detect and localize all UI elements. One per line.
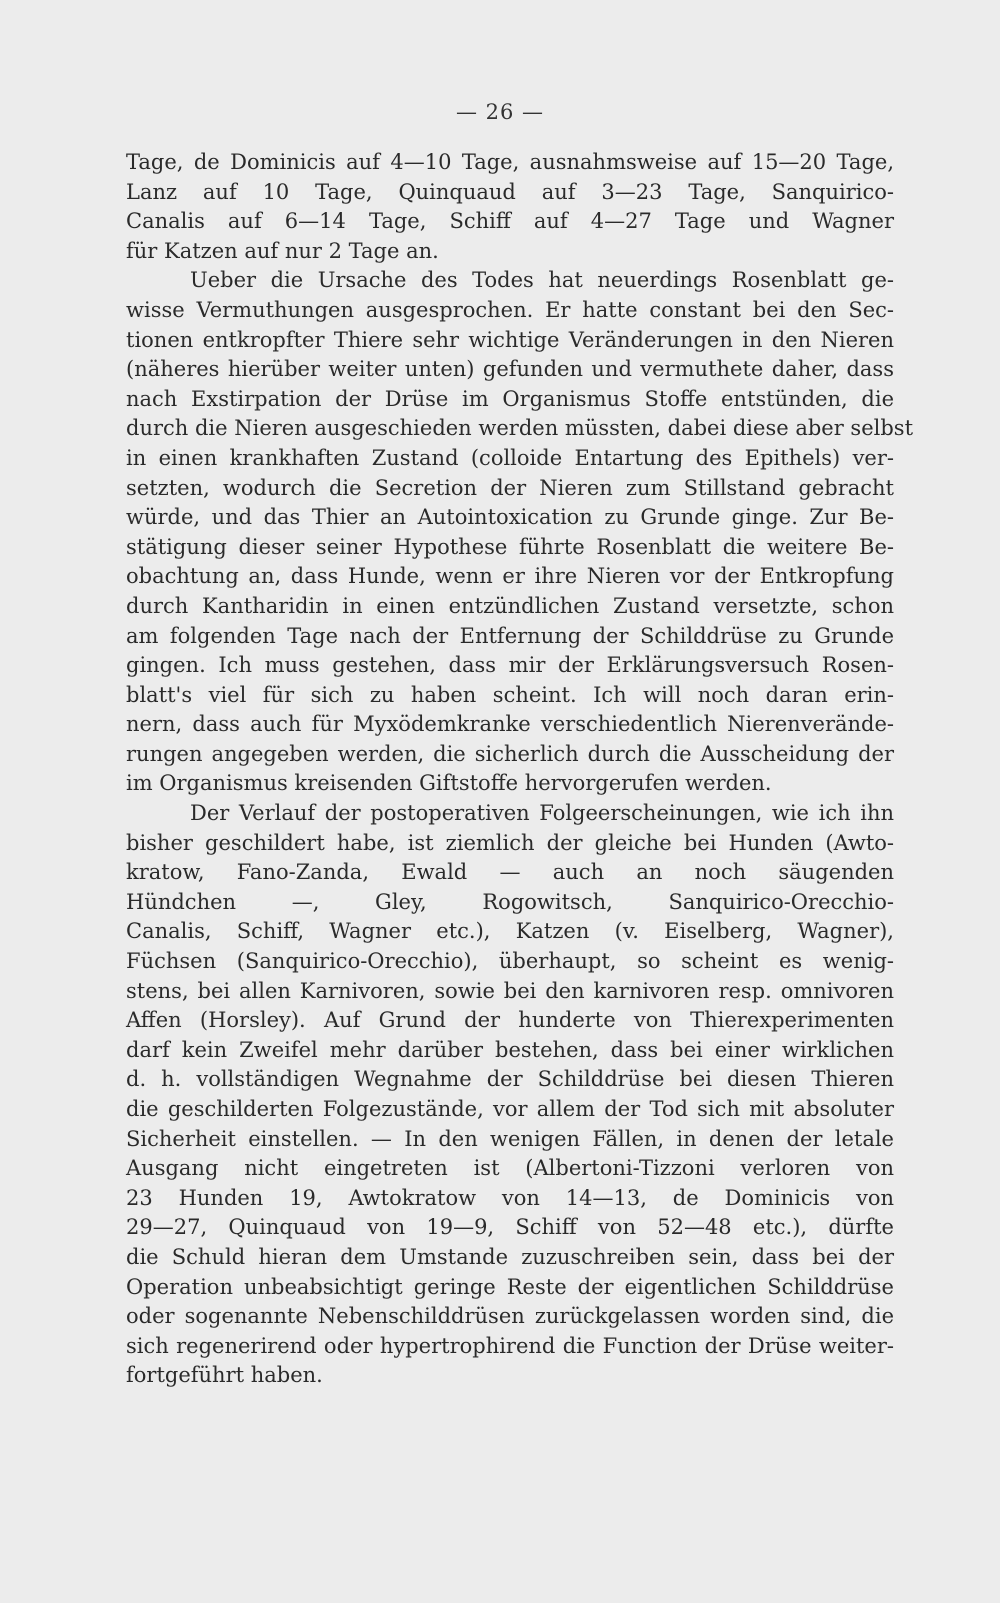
text-line: rungen angegeben werden, die sicherlich durch die Ausscheidung der (126, 741, 894, 766)
text-line: die Schuld hieran dem Umstande zuzuschreiben sein, dass bei der (126, 1244, 894, 1269)
text-line: Sicherheit einstellen. — In den wenigen Fällen, in denen der letale (126, 1126, 894, 1151)
body-text (126, 148, 914, 1391)
text-line: Canalis, Schiff, Wagner etc.), Katzen (v. Eiselberg, Wagner), (126, 919, 894, 944)
text-line: Hündchen —, Gley, Rogowitsch, Sanquirico-Orecchio- (126, 889, 894, 914)
text-line: oder sogenannte Nebenschilddrüsen zurückgelassen worden sind, die (126, 1304, 894, 1329)
text-line: Lanz auf 10 Tage, Quinquaud auf 3—23 Tage, Sanquirico- (126, 179, 894, 204)
text-line: 29—27, Quinquaud von 19—9, Schiff von 52—48 etc.), dürfte (126, 1215, 894, 1240)
text-line: d. h. vollständigen Wegnahme der Schilddrüse bei diesen Thieren (126, 1067, 894, 1092)
text-line: am folgenden Tage nach der Entfernung der Schilddrüse zu Grunde (126, 623, 894, 648)
text-line: Ueber die Ursache des Todes hat neuerdings Rosenblatt ge- (190, 268, 894, 293)
text-line: tionen entkropfter Thiere sehr wichtige Veränderungen in den Nieren (126, 327, 894, 352)
text-line: stätigung dieser seiner Hypothese führte Rosenblatt die weitere Be- (126, 534, 894, 559)
text-line: setzten, wodurch die Secretion der Nieren zum Stillstand gebracht (126, 475, 894, 500)
text-line: wisse Vermuthungen ausgesprochen. Er hatte constant bei den Sec- (126, 297, 894, 322)
text-line: für Katzen auf nur 2 Tage an. (126, 238, 439, 263)
text-line: Füchsen (Sanquirico-Orecchio), überhaupt, so scheint es wenig- (126, 949, 894, 974)
text-line: durch die Nieren ausgeschieden werden müssten, dabei diese aber selbst (126, 416, 914, 441)
text-line: in einen krankhaften Zustand (colloide Entartung des Epithels) ver- (126, 445, 894, 470)
text-line: bisher geschildert habe, ist ziemlich der gleiche bei Hunden (Awto- (126, 830, 894, 855)
text-line: kratow, Fano-Zanda, Ewald — auch an noch säugenden (126, 860, 894, 885)
text-line: 23 Hunden 19, Awtokratow von 14—13, de Dominicis von (126, 1185, 894, 1210)
text-line: Ausgang nicht eingetreten ist (Albertoni-Tizzoni verloren von (126, 1156, 894, 1181)
text-line: (näheres hierüber weiter unten) gefunden und vermuthete daher, dass (126, 357, 894, 382)
text-line: darf kein Zweifel mehr darüber bestehen, dass bei einer wirklichen (126, 1037, 894, 1062)
text-line: Tage, de Dominicis auf 4—10 Tage, ausnahmsweise auf 15—20 Tage, (126, 150, 894, 174)
text-line: fortgeführt haben. (126, 1363, 323, 1388)
text-line: gingen. Ich muss gestehen, dass mir der Erklärungsversuch Rosen- (126, 653, 894, 678)
text-line: Der Verlauf der postoperativen Folgeerscheinungen, wie ich ihn (190, 801, 894, 826)
text-line: Operation unbeabsichtigt geringe Reste der eigentlichen Schilddrüse (126, 1274, 894, 1299)
text-line: würde, und das Thier an Autointoxication zu Grunde ginge. Zur Be- (126, 505, 894, 530)
text-line: im Organismus kreisenden Giftstoffe hervorgerufen werden. (126, 771, 772, 796)
text-line: Affen (Horsley). Auf Grund der hunderte von Thierexperimenten (126, 1008, 894, 1033)
text-line: Canalis auf 6—14 Tage, Schiff auf 4—27 Tage und Wagner (126, 209, 894, 234)
text-line: die geschilderten Folgezustände, vor allem der Tod sich mit absoluter (126, 1097, 894, 1121)
text-line: durch Kantharidin in einen entzündlichen Zustand versetzte, schon (126, 593, 894, 618)
text-line: nern, dass auch für Myxödemkranke verschiedentlich Nierenverände- (126, 712, 894, 737)
text-line: sich regenerirend oder hypertrophirend die Function der Drüse weiter- (126, 1333, 894, 1358)
text-line: nach Exstirpation der Drüse im Organismus Stoffe entstünden, die (126, 386, 894, 411)
page-number: — 26 — (455, 100, 545, 124)
text-line: stens, bei allen Karnivoren, sowie bei den karnivoren resp. omnivoren (126, 978, 894, 1003)
text-line: blatt's viel für sich zu haben scheint. Ich will noch daran erin- (126, 682, 894, 707)
text-line: obachtung an, dass Hunde, wenn er ihre Nieren vor der Entkropfung (126, 564, 894, 589)
